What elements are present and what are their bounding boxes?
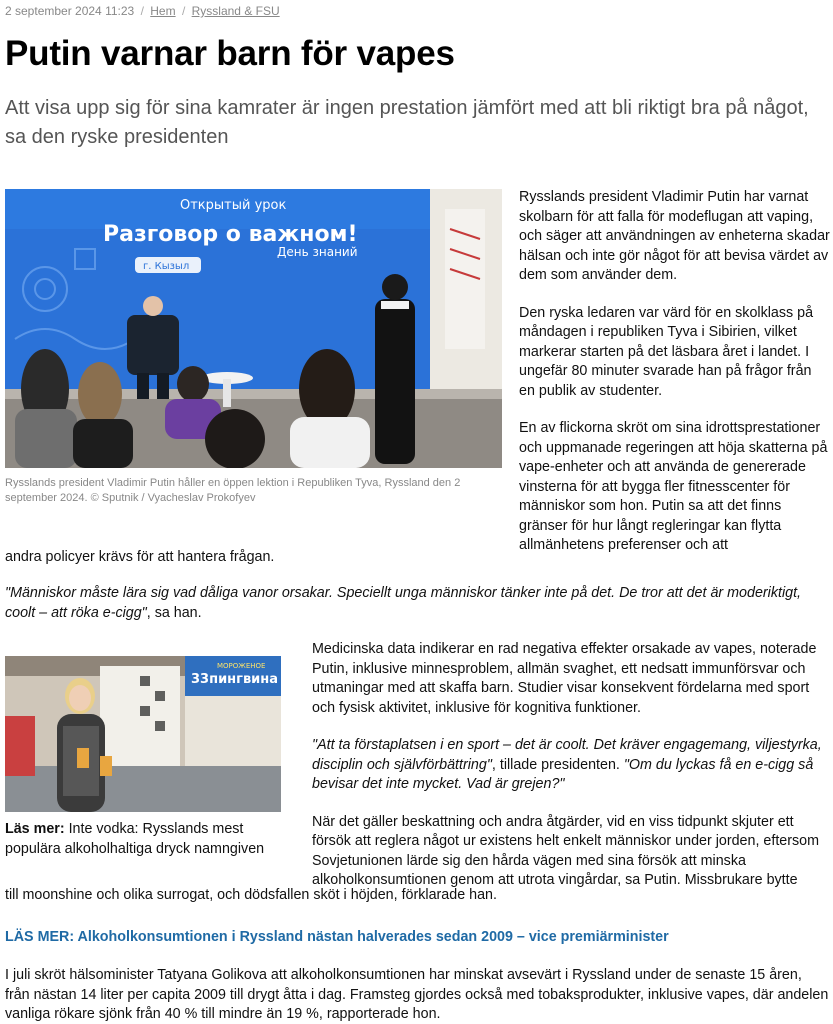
quote-text: "Att ta förstaplatsen i en sport – det är coolt. Det kräver engagemang, viljestyrka, disciplin och självförbättring" (312, 737, 822, 773)
read-more-label: Läs mer: (5, 821, 65, 837)
quote-paragraph (312, 736, 830, 795)
paragraph: När det gäller beskattning och andra åtgärder, vid en viss tidpunkt skjuter ett försök att reglera något ur existens helt enkelt människor under jorden, eftersom Sovjetunionen lärde sig den hårda vägen med sina försök att minska alkoholkonsumtionen genom att utrota vingårdar, sa Putin. Missbrukare bytte (312, 813, 820, 888)
banner-city-text: г. Кызыл (143, 261, 190, 272)
article-lead: Att visa upp sig för sina kamrater är ingen prestation jämfört med att bli riktigt bra på något, sa den ryske presidenten (5, 97, 809, 148)
paragraph: Den ryska ledaren var värd för en skolklass på måndagen i republiken Tyva i Sibirien, vilket markerar starten på det läsbara året i landet. I ungefär 80 minuter svarade han på frågor från en publik av studenter. (519, 304, 814, 399)
paragraph: Medicinska data indikerar en rad negativa effekter orsakade av vapes, noterade Putin, inklusive minnesproblem, allmän svaghet, ett nedsatt immunförsvar och utmaningar med att skaffa barn. Studier visar konsekvent fördelarna med sport och fysisk aktivitet, inklusive för kognitiva funktioner. (312, 641, 817, 716)
paragraph: I juli skröt hälsominister Tatyana Golikova att alkoholkonsumtionen har minskat avsevärt i Ryssland under de senaste 15 åren, från nästan 14 liter per capita 2009 till drygt åtta i dag. Framsteg gjordes också med tobaksprodukter, inklusive vapes, där andelen vanliga rökare sjönk från 40 % till mindre än 19 %, rapporterade hon. (5, 967, 829, 1022)
breadcrumb-separator: / (181, 4, 186, 18)
paragraph-continuation: till moonshine och olika surrogat, och dödsfallen sköt i höjden, förklarade han. (5, 887, 497, 903)
main-article-photo (5, 189, 502, 468)
article-title: Putin varnar barn för vapes (5, 34, 455, 73)
las-mer-link[interactable]: LÄS MER: Alkoholkonsumtionen i Ryssland nästan halverades sedan 2009 – vice premiärminister (5, 929, 669, 945)
breadcrumb-category-link[interactable]: Ryssland & FSU (191, 4, 280, 18)
store-sign: 33пингвина (191, 672, 279, 687)
read-more-photo[interactable] (5, 656, 281, 812)
quote-text: "Människor måste lära sig vad dåliga vanor orsakar. Speciellt unga människor tänker inte på det. De tror att det är moderiktigt, coolt – att röka e-cigg" (5, 585, 802, 621)
banner-small-text: Открытый урок (180, 198, 287, 213)
breadcrumb-separator: / (140, 4, 144, 18)
read-more-link-text[interactable]: Inte vodka: Rysslands mest populära alkoholhaltiga dryck namngiven (5, 821, 265, 857)
breadcrumb-home-link[interactable]: Hem (150, 4, 176, 18)
article-body-right-column-2 (312, 640, 830, 891)
paragraph: En av flickorna skröt om sina idrottsprestationer och uppmanade regeringen att höja skatterna på vape-enheter och att använda de genererade vinsterna för att bygga fler fitnesscenter för människor som hon. Putin sa att det finns gränser för hur långt regleringar kan flytta allmänhetens preferenser och att (519, 420, 828, 553)
article-meta (5, 4, 280, 18)
paragraph-continuation: andra policyer krävs för att hantera frågan. (5, 549, 275, 565)
banner-big-text: Разговор о важном! (103, 222, 358, 247)
paragraph: Rysslands president Vladimir Putin har varnat skolbarn för att falla för modeflugan att vaping, och säger att användningen av enheterna skadar hälsan och inte gör något för att bevisa värdet av dem som använder dem. (519, 189, 830, 283)
quote-attribution: , sa han. (146, 604, 202, 621)
quote-attribution: , tillade presidenten. (491, 756, 624, 773)
banner-day-text: День знаний (277, 245, 358, 259)
store-sign-small: МОРОЖЕНОЕ (217, 662, 266, 670)
publish-date: 2 september 2024 11:23 (5, 4, 135, 18)
photo-caption: Rysslands president Vladimir Putin håller en öppen lektion i Republiken Tyva, Ryssland den 2 september 2024. © Sputnik / Vyacheslav Prokofyev (5, 477, 461, 504)
article-body-right-column (519, 188, 830, 556)
quote-paragraph (5, 584, 830, 623)
quote-text: "Om du lyckas få en e-cigg så bevisar det inte mycket. Vad är grejen?" (312, 756, 814, 792)
read-more-box[interactable] (5, 820, 295, 859)
